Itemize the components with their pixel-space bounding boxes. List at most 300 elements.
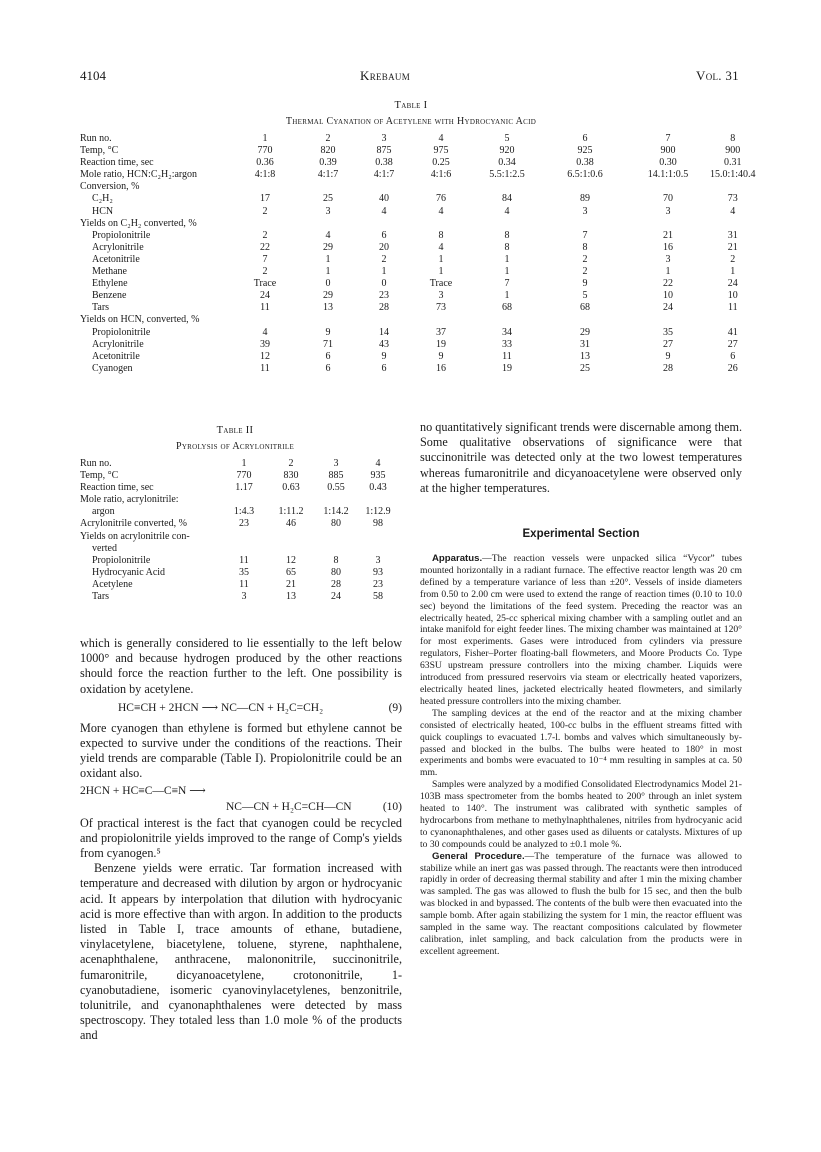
row-label: verted [92,542,117,554]
table-cell: Trace [429,278,453,290]
table-cell: 14 [379,326,389,338]
row-label: Mole ratio, acrylonitrile: [80,494,179,506]
row-label: Hydrocyanic Acid [92,566,166,578]
table-cell: 34 [502,326,512,338]
table-cell: 2 [730,253,736,265]
table-cell [268,494,314,506]
table-row [80,193,756,205]
equation-text: 2HCN + HC≡C—C≡N ⟶ [80,784,206,797]
table-cell: 875 [376,145,392,157]
table-row [80,133,756,145]
table-cell: 26 [727,362,738,374]
table-row [80,555,398,567]
table-row [80,327,756,339]
table-row [80,278,756,290]
table-cell: 19 [436,338,446,350]
table-cell: 11 [239,578,249,590]
table-cell: 935 [370,470,386,482]
table-row [80,482,398,494]
table-cell [470,314,544,326]
table-cell: 0.38 [576,157,594,169]
table-cell: 10 [663,290,673,302]
table-cell: 1 [241,458,247,469]
table-cell: 73 [436,302,446,314]
table-cell: 27 [663,338,673,350]
table-cell: 7 [582,229,588,241]
table-cell: 4 [438,205,444,217]
table-cell [220,531,268,543]
table-cell: 0.30 [659,157,677,169]
table-cell: 98 [373,518,383,530]
table-cell [314,543,358,555]
table-cell: 1 [325,266,331,278]
table-cell: 8 [504,229,510,241]
row-label: Cyanogen [92,362,133,374]
table-row [80,458,398,470]
table-cell: 84 [502,193,512,205]
table-cell: 2 [381,253,387,265]
paragraph: which is generally considered to lie essentially to the left below 1000° and because hydrogen produced by the other reactions should force the reaction further to the left. One possibility is oxidation by acetylene. [80,636,402,696]
table-cell: 35 [239,566,249,578]
table-cell [358,494,398,506]
table-cell [268,531,314,543]
table-cell: 975 [433,145,449,157]
equation-number: (9) [388,701,402,714]
table-cell: 29 [580,326,590,338]
table1-label: Table I [394,100,428,111]
table-cell: 770 [236,470,252,482]
table-cell [356,218,412,230]
table-cell: 4 [438,241,444,253]
table-cell: 1:4.3 [233,506,255,518]
table-cell: 3 [438,290,444,302]
table-cell: 29 [323,241,333,253]
table-cell: 4 [504,205,510,217]
table-cell: 10 [727,290,738,302]
table-cell: 93 [373,566,383,578]
table-cell: 1.17 [235,482,253,494]
table-cell [358,531,398,543]
table-cell [412,314,470,326]
table-row [80,314,756,326]
table-cell: 0.34 [498,157,516,169]
table-cell: 71 [323,338,333,350]
table-cell: 80 [331,518,341,530]
table-cell: 29 [323,290,333,302]
table-cell: 3 [333,458,339,469]
table-cell: 19 [502,362,512,374]
table-cell: 7 [262,253,268,265]
row-label: Run no. [80,133,112,144]
table-cell: 24 [727,278,738,290]
table-cell: 41 [727,326,738,338]
row-label: Yields on HCN, converted, % [80,314,200,326]
equation-10 [80,782,402,816]
table-cell [544,181,626,193]
row-label: Methane [92,266,127,278]
table-cell: 1 [665,266,671,278]
table-cell: 24 [663,302,673,314]
row-label: Acrylonitrile [92,241,144,253]
table-cell: 17 [260,193,270,205]
table-cell: 1 [730,266,736,278]
table-cell: 31 [580,338,590,350]
table-row [80,567,398,579]
table-cell: 1:11.2 [278,506,304,518]
row-label: Acetylene [92,578,133,590]
row-label: Ethylene [92,278,128,290]
table-row [80,494,398,506]
table-cell: 70 [663,193,673,205]
table-cell: 5 [504,133,510,144]
table-cell: 11 [239,554,249,566]
row-label: Reaction time, sec [80,482,154,494]
row-label: Yields on C₂H₂ converted, % [80,217,197,229]
table-cell: 27 [727,338,738,350]
table-cell: 15.0:1:40.4 [710,169,756,181]
table-cell: 0.39 [319,157,337,169]
paragraph: Of practical interest is the fact that cyanogen could be recycled and propiolonitrile yields improved to the range of Comp's yields from cyanogen.⁵ [80,815,402,861]
equation-text: HC≡CH + 2HCN ⟶ NC—CN + H₂C=CH₂ [118,701,324,714]
table-cell: 9 [665,350,671,362]
table-cell: 73 [727,193,738,205]
apparatus-heading: Apparatus. [432,553,483,564]
row-label: Acetonitrile [92,253,140,265]
table-cell: 4 [730,205,736,217]
left-column [80,636,402,1044]
table-cell: 58 [373,591,383,603]
table-cell: 8 [730,133,736,144]
table-cell: 3 [381,133,387,144]
table-cell: 28 [331,578,341,590]
table-cell: 2 [262,205,268,217]
row-label: Propiolonitrile [92,229,151,241]
table-cell: 4:1:6 [430,169,452,181]
page-number: 4104 [80,68,106,83]
paragraph: Samples were analyzed by a modified Consolidated Electrodynamics Model 21-103B mass spectrometer from the bombs heated to 200° through an inlet system heated to 140°. The instrument was calibrated with synthetic samples of hydrocarbons from methane to methylnaphthalenes, nitriles from hydrocyanic acid to cyanonaphthalenes, and other gases used as diluents or catalysts. Mixtures of up to 30 compounds could be analyzed to ±0.1 mole %. [420,779,742,850]
table-cell: 9 [582,278,588,290]
row-label: HCN [92,205,114,217]
table-row [80,206,756,218]
table-cell: 39 [260,338,270,350]
table-cell: 9 [438,350,444,362]
row-label: Mole ratio, HCN:C₂H₂:argon [80,169,198,181]
table-cell: 1 [504,253,510,265]
table-row [80,591,398,603]
paragraph: More cyanogen than ethylene is formed but ethylene cannot be expected to survive under the conditions of the reactions. Their yield trends are comparable (Table I). Propiolonitrile could be an oxidant also. [80,720,402,781]
table-cell [626,314,710,326]
table-row [80,242,756,254]
table-cell [314,531,358,543]
table-cell [710,314,756,326]
table-cell: 68 [502,302,512,314]
table-cell: 8 [438,229,444,241]
table-cell: 9 [325,326,331,338]
table-cell [300,181,356,193]
table-cell: 3 [582,205,588,217]
table-cell: 900 [725,145,741,157]
table-cell: 1 [325,253,331,265]
table-cell: 13 [580,350,590,362]
table-row [80,518,398,530]
table-cell: 11 [260,362,270,374]
row-label: Acetonitrile [92,350,140,362]
paragraph: no quantitatively significant trends were discernable among them. Some qualitative observations of significance were that succinonitrile was detected only at the two lowest temperatures whereas fumaronitrile and dicyanoacetylene were observed only at the higher temperatures. [420,420,742,495]
experimental-section [420,553,742,958]
table-cell: 4:1:7 [317,169,339,181]
table-cell: 6 [730,350,736,362]
row-label: Benzene [92,290,127,302]
table-cell: 1:14.2 [323,506,349,518]
table-cell [356,181,412,193]
table-row [80,470,398,482]
table-cell: 925 [577,145,593,157]
table-cell: 0 [325,278,331,290]
table-cell [300,314,356,326]
apparatus-text: —The reaction vessels were unpacked silica “Vycor” tubes mounted horizontally in a radiant furnace. The effective reactor length was 20 cm defined by a temperature variance of less than ±20°. Vessels of inside diameters from 0.50 to 2.00 cm were used to extend the range of reaction times (0.10 to 10.0 sec) beyond the limitations of the feed system. Preceding the reactor was an electrically heated, 25-cc spherical mixing chamber with a sampling outlet and an intake manifold for eight feeder lines. The mixing chamber was maintained at 120° for most experiments. Gases were introduced from cylinders via pressure regulators, Fisher–Porter floating-ball flowmeters, and Moore Products Co. Type 63SU upstream pressure controllers into the mixing chamber. Liquids were introduced from pressured reservoirs via steam or electrically heated vaporizers, electrically heated lines, jacketed electrically heated flowmeters, and similarly heated pressure controllers into the mixing chamber. [420,553,742,707]
table-row [80,579,398,591]
table-cell [268,543,314,555]
table-cell: 1 [438,253,444,265]
table-cell: 0.25 [432,157,450,169]
table-cell [220,543,268,555]
table-cell: 1 [381,266,387,278]
table-row [80,218,756,230]
row-label: argon [92,506,115,518]
running-head-author: Krebaum [360,68,410,83]
section-title: Experimental Section [522,528,640,540]
table-cell: 5 [582,290,588,302]
table-cell: 4 [325,229,331,241]
table-cell: 1 [504,290,510,302]
table-cell: 4 [381,205,387,217]
row-label: Yields on acrylonitrile con- [80,530,190,542]
table-cell: 31 [727,229,738,241]
table-cell: 23 [373,578,383,590]
table-cell: 21 [727,241,738,253]
equation-text: NC—CN + H₂C=CH—CN [226,800,352,813]
table-cell: 13 [323,302,333,314]
table-row [80,302,756,314]
table-cell: 4 [375,458,381,469]
table2 [80,458,398,603]
equation-number: (10) [382,800,402,813]
table-cell: 46 [286,518,296,530]
table-cell: 8 [582,241,588,253]
table-cell: 2 [582,253,588,265]
table-cell: 25 [323,193,333,205]
table-cell: 89 [580,193,590,205]
table-cell [470,181,544,193]
table-cell: 24 [331,591,341,603]
table-row [80,230,756,242]
table-cell: 830 [283,470,299,482]
table-cell: 9 [381,350,387,362]
table-cell: 920 [499,145,515,157]
table-row [80,145,756,157]
table-cell: 22 [663,278,673,290]
table-row [80,339,756,351]
table-cell: 65 [286,566,296,578]
table-cell: 33 [502,338,512,350]
table-cell [300,218,356,230]
table1 [80,133,756,375]
table-cell: 6 [381,229,387,241]
table-cell [230,181,300,193]
table-cell: 6 [325,350,331,362]
table-cell: 4:1:7 [373,169,395,181]
table-cell: 5.5:1:2.5 [489,169,525,181]
table-cell: 2 [262,266,268,278]
table-cell: 20 [379,241,389,253]
right-column-intro [420,420,742,496]
table-cell: 68 [580,302,590,314]
table2-label: Table II [216,425,254,436]
table-cell: 7 [504,278,510,290]
paragraph: Benzene yields were erratic. Tar formation increased with temperature and decreased with dilution by argon or hydrocyanic acid. It appears by interpolation that dilution with hydrocyanic acid is more effective than with argon. In addition to the products listed in Table I, trace amounts of ethane, butadiene, vinylacetylene, biacetylene, toluene, styrene, naphthalene, acenaphthalene, anthracene, malononitrile, succinonitrile, fumaronitrile, dicyanoacetylene, crotononitrile, 1-cyanobutadiene, isomeric cyanovinylacetylenes, benzonitrile, tolunitrile, and cyanonaphthalenes were detected by mass spectroscopy. They totaled less than 1.0 mole % of the products and [80,861,402,1043]
table-cell [220,494,268,506]
table-cell [544,314,626,326]
table-cell: 0.63 [282,482,300,494]
table-row [80,254,756,266]
table-cell [710,181,756,193]
table-cell [412,218,470,230]
table-cell: 900 [660,145,676,157]
table-cell: 2 [288,458,294,469]
table1-title: Thermal Cyanation of Acetylene with Hydrocyanic Acid [285,116,537,127]
table-cell [412,181,470,193]
table-cell: 24 [260,290,270,302]
table-cell: 43 [379,338,389,350]
table-cell: 2 [582,266,588,278]
table-cell: 3 [665,253,671,265]
table-cell: 76 [436,193,446,205]
table-cell: 21 [663,229,673,241]
table-cell: 8 [504,241,510,253]
table-cell: 23 [379,290,389,302]
row-label: Temp, °C [80,470,119,482]
table-cell: 25 [580,362,590,374]
equation-9 [80,697,402,721]
table-cell: 14.1:1:0.5 [647,169,689,181]
table-cell: 35 [663,326,673,338]
row-label: Tars [92,591,110,603]
table-cell: 0.36 [256,157,274,169]
table-row [80,363,756,375]
table-cell: 22 [260,241,270,253]
table-cell [626,181,710,193]
volume-number: Vol. 31 [696,68,739,83]
table-row [80,290,756,302]
table-cell: 0.43 [369,482,387,494]
table-cell: 6 [381,362,387,374]
table-cell: 820 [320,145,336,157]
general-procedure-heading: General Procedure. [432,850,525,862]
table-row [80,266,756,278]
table-cell: 3 [375,554,381,566]
table-cell: 4 [262,326,268,338]
row-label: Tars [92,302,110,314]
row-label: Reaction time, sec [80,157,154,169]
table-cell: 6 [325,362,331,374]
table-cell: 1:12.9 [365,506,391,518]
table-cell: 12 [260,350,270,362]
table-row [80,181,756,193]
table-row [80,169,756,181]
table-cell: 7 [665,133,671,144]
table-cell: 885 [328,470,344,482]
table-cell [230,314,300,326]
table-cell: 11 [502,350,512,362]
table-cell: 16 [663,241,673,253]
table-cell [358,543,398,555]
table-cell: 80 [331,566,341,578]
table-cell: 0.31 [724,157,742,169]
row-label: Conversion, % [80,181,140,193]
table-cell: 3 [325,205,331,217]
table-cell: 0.38 [375,157,393,169]
row-label: Propiolonitrile [92,554,151,566]
table-cell: 0 [381,278,387,290]
table-cell: 28 [379,302,389,314]
row-label: C₂H₂ [92,193,113,205]
table-cell: 4 [438,133,444,144]
table-row [80,157,756,169]
table-cell: 1 [262,133,268,144]
table2-title: Pyrolysis of Acrylonitrile [175,441,295,452]
table-cell: 3 [241,591,247,603]
table-cell: 21 [286,578,296,590]
table-row [80,351,756,363]
table-cell: 770 [257,145,273,157]
table-row [80,531,398,543]
table-cell: 1 [438,266,444,278]
table-cell [314,494,358,506]
table-cell [230,218,300,230]
row-label: Acrylonitrile converted, % [80,518,187,530]
paragraph: The sampling devices at the end of the reactor and at the mixing chamber consisted of electrically heated, 100-cc bulbs in the effluent streams fitted with quick couplings to evacuated 1.7-l. bombs and valves which simultaneously by-passed and blocked in the bulbs. The bulbs were heated to 180° in most experiments and bombs were evacuated to 10⁻⁴ mm resulting in samples at ca. 50 mm. [420,707,742,779]
table-cell [470,218,544,230]
table-cell: 11 [260,302,270,314]
table-cell: 28 [663,362,673,374]
table-cell [544,218,626,230]
table-cell: 11 [727,302,738,314]
table-cell: Trace [253,278,277,290]
table-cell: 6.5:1:0.6 [567,169,603,181]
row-label: Acrylonitrile [92,338,144,350]
table-row [80,543,398,555]
table-cell [710,218,756,230]
table-cell: 8 [333,554,339,566]
table-cell: 37 [436,326,446,338]
table-cell: 3 [665,205,671,217]
row-label: Run no. [80,458,112,469]
table-cell [356,314,412,326]
table-cell [626,218,710,230]
table-cell: 23 [239,518,249,530]
table-cell: 2 [325,133,331,144]
general-procedure-text: —The temperature of the furnace was allowed to stabilize while an inert gas was passed through. The reactants were then introduced rapidly in order of decreasing thermal stability and after 1 min the mixing chamber was sampled. The gas was allowed to flush the bulb for 15 sec, and then the bulb was blocked in and bypassed. The contents of the bulb were then evacuated into the sample bomb. After again stabilizing the system for 1 min, the reactor effluent was sampled in the same way. The reactant compositions calculated by flowmeter calibration, inlet sampling, and back calculation from the products were in excellent agreement. [420,850,742,957]
table-cell: 16 [436,362,446,374]
table-cell: 2 [262,229,268,241]
table-cell: 12 [286,554,296,566]
table-cell: 1 [504,266,510,278]
table-row [80,506,398,518]
table-cell: 6 [582,133,588,144]
row-label: Temp, °C [80,145,119,157]
table-cell: 4:1:8 [254,169,276,181]
table-cell: 40 [379,193,389,205]
